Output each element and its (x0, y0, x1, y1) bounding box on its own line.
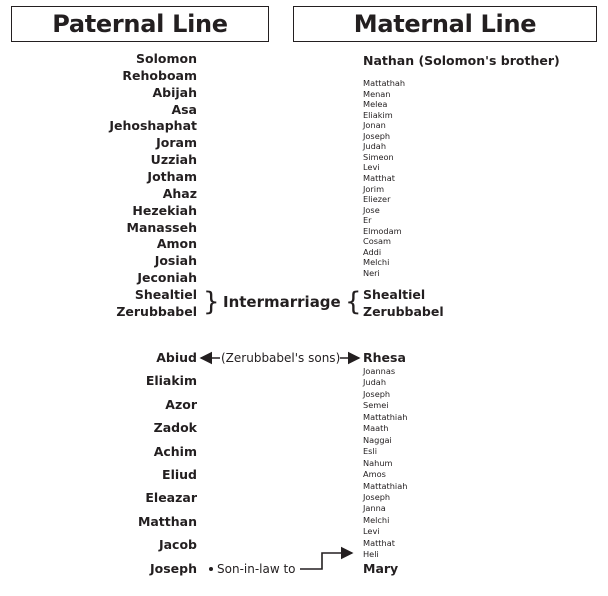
maternal-small-name: Melchi (363, 257, 390, 268)
maternal-small-name: Jose (363, 204, 380, 215)
paternal-name: Hezekiah (132, 202, 197, 218)
intermarriage-label: Intermarriage (223, 293, 341, 311)
maternal-small-name: Melea (363, 99, 388, 110)
maternal-lead-name: Nathan (Solomon's brother) (363, 53, 560, 68)
paternal-name: Joram (156, 135, 197, 151)
maternal-small-name: Jorim (363, 183, 385, 194)
paternal-name: Josiah (154, 253, 197, 269)
paternal-name: Abijah (152, 84, 197, 100)
paternal-name: Eliud (162, 467, 197, 482)
paternal-name: Jotham (147, 168, 197, 184)
paternal-name: Shealtiel (134, 286, 197, 302)
maternal-small-name: Nahum (363, 457, 393, 468)
paternal-name: Eleazar (145, 490, 197, 506)
maternal-small-name: Er (363, 215, 372, 226)
maternal-small-name: Cosam (363, 236, 391, 247)
paternal-name: Zerubbabel (116, 303, 197, 319)
arrow-joseph-to-mary (300, 553, 352, 569)
paternal-name: Asa (171, 101, 197, 117)
maternal-small-name: Neri (363, 267, 380, 278)
son-in-law-label: Son-in-law to (217, 562, 296, 576)
maternal-small-name: Heli (363, 549, 379, 560)
maternal-small-name: Jonan (363, 120, 386, 131)
right-brace: { (345, 287, 362, 317)
maternal-small-name: Judah (363, 141, 387, 152)
maternal-small-name: Eliakim (363, 109, 393, 120)
son-in-law-dot (209, 567, 213, 571)
paternal-name: Jacob (158, 537, 197, 553)
maternal-small-name: Semei (363, 400, 389, 411)
maternal-small-name: Mattathiah (363, 411, 408, 422)
paternal-name: Matthan (137, 513, 197, 529)
maternal-small-name: Addi (363, 246, 382, 257)
maternal-small-name: Menan (363, 88, 391, 99)
paternal-name: Eliakim (145, 373, 197, 389)
maternal-small-name: Joseph (363, 491, 391, 502)
left-brace: } (203, 287, 220, 317)
maternal-small-name: Judah (363, 377, 387, 388)
maternal-small-name: Amos (363, 469, 386, 480)
paternal-name: Amon (156, 236, 197, 252)
maternal-line-header: Maternal Line (293, 6, 597, 42)
maternal-small-name: Matthat (363, 537, 395, 548)
maternal-small-name: Simeon (363, 151, 394, 162)
paternal-line-header: Paternal Line (11, 6, 269, 42)
maternal-name: Shealtiel (363, 287, 426, 302)
paternal-name: Abiud (156, 350, 197, 365)
maternal-small-name: Esli (363, 446, 377, 457)
paternal-name: Zadok (153, 420, 197, 436)
maternal-small-name: Joseph (363, 388, 391, 399)
maternal-small-name: Elmodam (363, 225, 402, 236)
maternal-small-name: Joannas (363, 366, 396, 376)
paternal-name: Manasseh (126, 219, 197, 235)
maternal-small-name: Joseph (363, 130, 391, 141)
maternal-mary: Mary (363, 561, 399, 576)
paternal-name: Jehoshaphat (109, 118, 197, 134)
maternal-name: Zerubbabel (363, 304, 444, 319)
maternal-small-name: Matthat (363, 172, 395, 183)
paternal-name: Ahaz (162, 185, 197, 201)
maternal-small-name: Mattathah (363, 78, 406, 88)
maternal-small-name: Janna (363, 503, 386, 514)
paternal-name: Joseph (149, 560, 197, 576)
maternal-small-name: Eliezer (363, 194, 391, 205)
paternal-name: Azor (165, 396, 197, 412)
maternal-small-name: Maath (363, 423, 389, 434)
maternal-small-name: Melchi (363, 514, 390, 525)
paternal-name: Achim (153, 443, 197, 459)
maternal-small-name: Levi (363, 526, 380, 537)
maternal-small-name: Levi (363, 162, 380, 173)
paternal-name: Jeconiah (137, 270, 197, 286)
paternal-name: Solomon (136, 51, 197, 66)
paternal-name: Rehoboam (122, 67, 197, 83)
paternal-name: Uzziah (150, 152, 197, 168)
maternal-small-name: Mattathiah (363, 480, 408, 491)
zerubbabel-sons-label: (Zerubbabel's sons) (221, 351, 341, 365)
maternal-rhesa: Rhesa (363, 350, 406, 365)
maternal-small-name: Naggai (363, 434, 392, 445)
